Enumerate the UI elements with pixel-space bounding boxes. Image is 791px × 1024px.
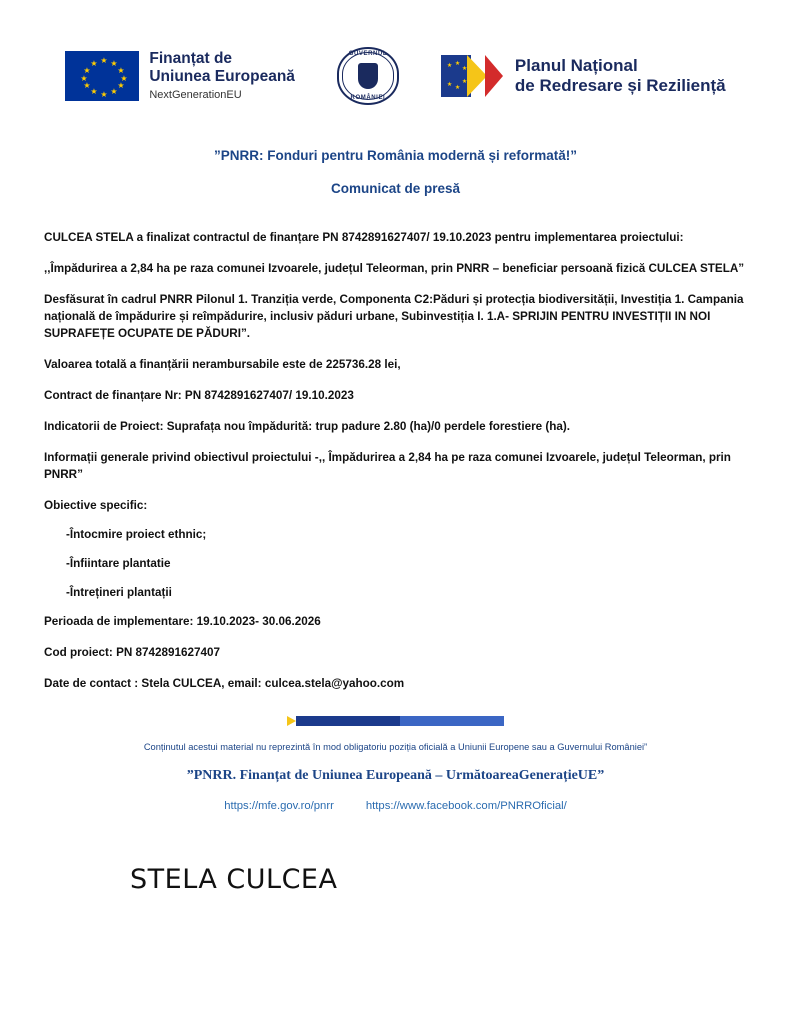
seal-bottom-word: ROMÂNIEI: [350, 95, 386, 101]
pnrr-mark-icon: [441, 55, 503, 97]
footer-chevron-icon: [287, 716, 296, 726]
seal-inner-ring: [342, 52, 394, 100]
footer-block: [0, 716, 791, 812]
eu-logo-text: [149, 50, 295, 101]
paragraph-specific-objectives-heading: Obiective specific:: [44, 498, 148, 512]
paragraph-program-framework: Desfăsurat în cadrul PNRR Pilonul 1. Tranziția verde, Componenta C2:Păduri și protecția biodiversității, Investiția 1. Campania națională de împădurire și reîmpădurire, inclusiv păduri urbane, Subinvestiția I. 1.A- SPRIJIN PENTRU INVESTIȚII IN NOI SUPRAFEȚE OCUPATE DE PĂDURI”.: [44, 292, 744, 340]
paragraph-project-code: Cod proiect: PN 8742891627407: [44, 645, 221, 659]
paragraph-general-info: Informații generale privind obiectivul proiectului -,, Împădurirea a 2,84 ha pe raza comunei Izvoarele, județul Teleorman, prin PNRR”: [44, 450, 731, 481]
page-title: ”PNRR: Fonduri pentru România modernă și reformată!”: [213, 148, 578, 163]
page-subtitle: Comunicat de presă: [330, 181, 461, 196]
pnrr-logo-text: [515, 56, 726, 95]
eu-logo-line1: Finanțat de: [149, 50, 233, 68]
footer-bar-segment-dark: [296, 716, 400, 726]
link-mfe-pnrr[interactable]: https://mfe.gov.ro/pnrr: [224, 800, 334, 813]
paragraph-total-value: Valoarea totală a finanțării nerambursabile este de 225736.28 lei,: [44, 357, 401, 371]
title-block: [0, 148, 791, 196]
paragraph-contract-number: Contract de finanțare Nr: PN 8742891627407/ 19.10.2023: [44, 388, 354, 402]
footer-slogan: ”PNRR. Finanțat de Uniunea Europeană – UrmătoareaGenerațieUE”: [186, 768, 605, 784]
paragraph-project-title: ,,Împădurirea a 2,84 ha pe raza comunei Izvoarele, județul Teleorman, prin PNRR – beneficiar persoană fizică CULCEA STELA”: [44, 261, 745, 275]
logo-band: [0, 0, 791, 112]
pnrr-yellow-chevron: [467, 55, 487, 97]
link-facebook-pnrr[interactable]: https://www.facebook.com/PNRROficial/: [365, 800, 567, 813]
signature-name: STELA CULCEA: [130, 864, 338, 896]
pnrr-red-chevron: [485, 55, 503, 97]
objective-item-1: -Întocmire proiect ethnic;: [66, 527, 207, 541]
footer-decorative-bar: [0, 716, 791, 726]
paragraph-contact-details: Date de contact : Stela CULCEA, email: culcea.stela@yahoo.com: [44, 676, 405, 690]
pnrr-blue-square: ★ ★ ★ ★ ★ ★: [441, 55, 471, 97]
objective-item-2: -Înfiintare plantatie: [66, 556, 171, 570]
pnrr-logo: [441, 55, 726, 97]
footer-links: [0, 800, 791, 812]
eu-funding-logo: [65, 50, 295, 101]
press-release-body: [44, 230, 747, 692]
eu-logo-line3: NextGenerationEU: [149, 89, 242, 102]
objective-item-3: -Întrețineri plantații: [66, 585, 172, 599]
government-of-romania-seal-icon: [337, 47, 399, 105]
paragraph-implementation-period: Perioada de implementare: 19.10.2023- 30.06.2026: [44, 614, 321, 628]
eu-flag-icon: ★ ★ ★ ★ ★ ★ ★ ★ ★ ★ ★ ★: [65, 51, 139, 101]
paragraph-project-indicators: Indicatorii de Proiect: Suprafața nou împădurită: trup padure 2.80 (ha)/0 perdele forestiere (ha).: [44, 419, 571, 433]
pnrr-logo-line2: de Redresare și Reziliență: [514, 76, 726, 95]
seal-top-word: GUVERNUL: [348, 51, 388, 57]
paragraph-intro: CULCEA STELA a finalizat contractul de finanțare PN 8742891627407/ 19.10.2023 pentru implementarea proiectului:: [44, 231, 684, 244]
eu-logo-line2: Uniunea Europeană: [149, 67, 295, 85]
pnrr-logo-line1: Planul Național: [514, 56, 638, 76]
footer-bar-segment-light: [400, 716, 504, 726]
footer-disclaimer: Conținutul acestui material nu reprezintă în mod obligatoriu poziția oficială a Uniunii Europene sau a Guvernului României”: [143, 742, 648, 753]
